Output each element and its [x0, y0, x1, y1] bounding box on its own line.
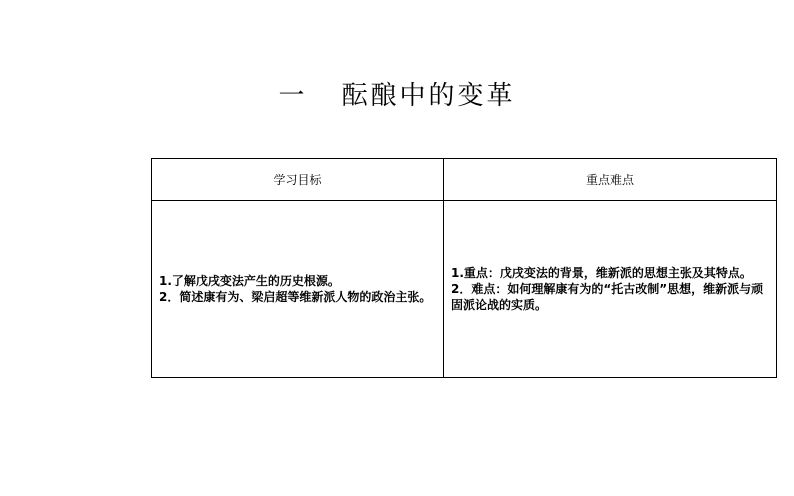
header-learning-goals: 学习目标	[152, 159, 444, 201]
key-points-cell	[444, 201, 777, 378]
learning-goal-1: 1.了解戊戌变法产生的历史根源。	[159, 274, 340, 288]
difficult-point: 2．难点：如何理解康有为的“托古改制”思想，维新派与顽固派论战的实质。	[451, 282, 764, 312]
objectives-table	[151, 158, 777, 378]
table-header-row	[152, 159, 777, 201]
lesson-number: 一	[278, 81, 308, 111]
learning-goals-cell	[152, 201, 444, 378]
table-row	[152, 201, 777, 378]
learning-goal-2: 2．简述康有为、梁启超等维新派人物的政治主张。	[159, 290, 432, 304]
page-title	[0, 76, 794, 116]
lesson-title: 酝酿中的变革	[341, 81, 516, 111]
key-point: 1.重点：戊戌变法的背景，维新派的思想主张及其特点。	[451, 266, 752, 280]
header-key-difficult-points: 重点难点	[444, 159, 777, 201]
